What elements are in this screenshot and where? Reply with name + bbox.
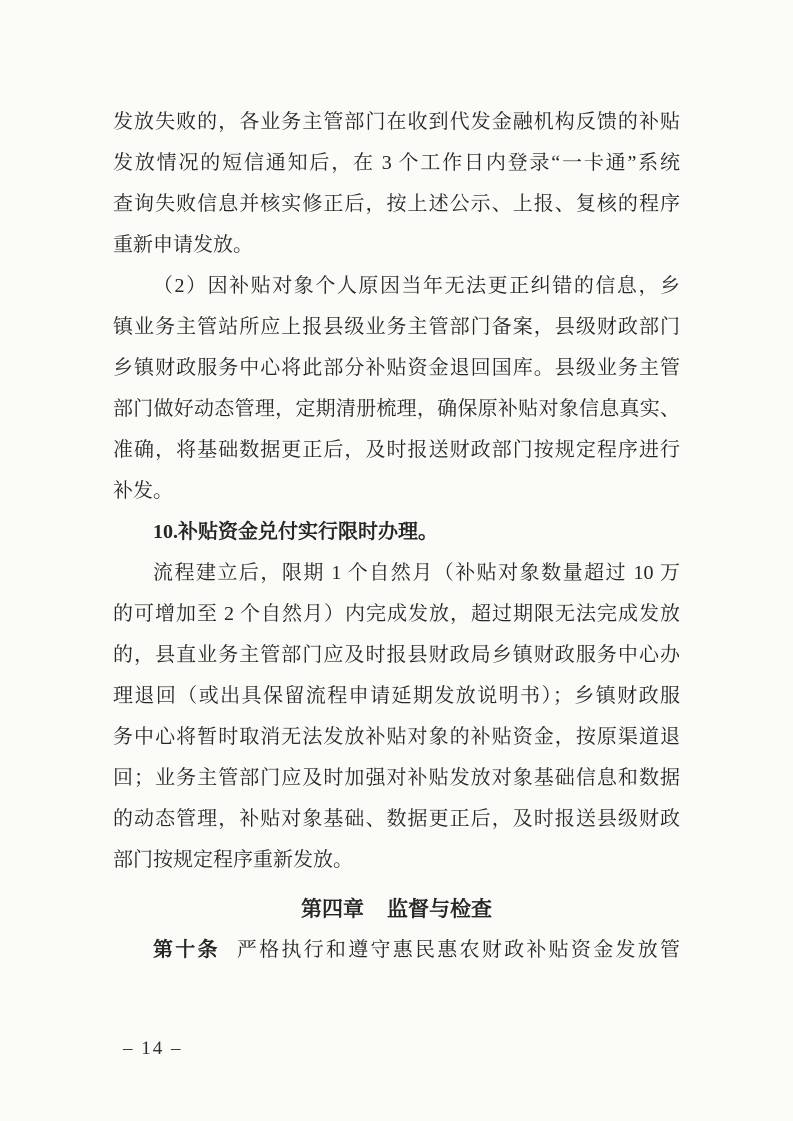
body-line: 理退回（或出具保留流程申请延期发放说明书）；乡镇财政服	[113, 685, 680, 707]
body-line: 镇业务主管站所应上报县级业务主管部门备案，县级财政部门	[113, 316, 680, 338]
body-line: 的可增加至 2 个自然月）内完成发放，超过期限无法完成发放	[113, 603, 680, 625]
paragraph-time-limit-process	[113, 553, 680, 881]
item-10-heading: 10.补贴资金兑付实行限时办理。	[153, 521, 438, 543]
article-text: 严格执行和遵守惠民惠农财政补贴资金发放管	[236, 939, 680, 961]
body-line: 的，县直业务主管部门应及时报县财政局乡镇财政服务中心办	[113, 644, 680, 666]
body-line: 发放情况的短信通知后，在 3 个工作日内登录“一卡通”系统	[113, 152, 680, 174]
chapter-title: 监督与检查	[387, 897, 493, 921]
body-line: 部门做好动态管理，定期清册梳理，确保原补贴对象信息真实、	[113, 398, 680, 420]
body-line: 乡镇财政服务中心将此部分补贴资金退回国库。县级业务主管	[113, 357, 680, 379]
body-line: 回；业务主管部门应及时加强对补贴发放对象基础信息和数据	[113, 767, 680, 789]
body-line: 重新申请发放。	[113, 234, 253, 256]
article-10-line	[113, 930, 680, 971]
body-line: 的动态管理，补贴对象基础、数据更正后，及时报送县级财政	[113, 808, 680, 830]
body-line: （2）因补贴对象个人原因当年无法更正纠错的信息，乡	[153, 275, 680, 297]
body-line: 流程建立后，限期 1 个自然月（补贴对象数量超过 10 万	[153, 562, 680, 584]
body-line: 发放失败的，各业务主管部门在收到代发金融机构反馈的补贴	[113, 111, 680, 133]
chapter-4-heading	[113, 889, 680, 930]
paragraph-resend-procedure	[113, 102, 680, 266]
paragraph-item-2-correction	[113, 266, 680, 512]
body-line: 准确，将基础数据更正后，及时报送财政部门按规定程序进行	[113, 439, 680, 461]
article-number: 第十条	[153, 939, 220, 961]
body-line: 部门按规定程序重新发放。	[113, 849, 353, 871]
page-body	[113, 102, 680, 971]
chapter-number: 第四章	[300, 897, 364, 921]
page-number: – 14 –	[123, 1038, 183, 1059]
body-line: 查询失败信息并核实修正后，按上述公示、上报、复核的程序	[113, 193, 680, 215]
body-line: 务中心将暂时取消无法发放补贴对象的补贴资金，按原渠道退	[113, 726, 680, 748]
body-line: 补发。	[113, 480, 173, 502]
